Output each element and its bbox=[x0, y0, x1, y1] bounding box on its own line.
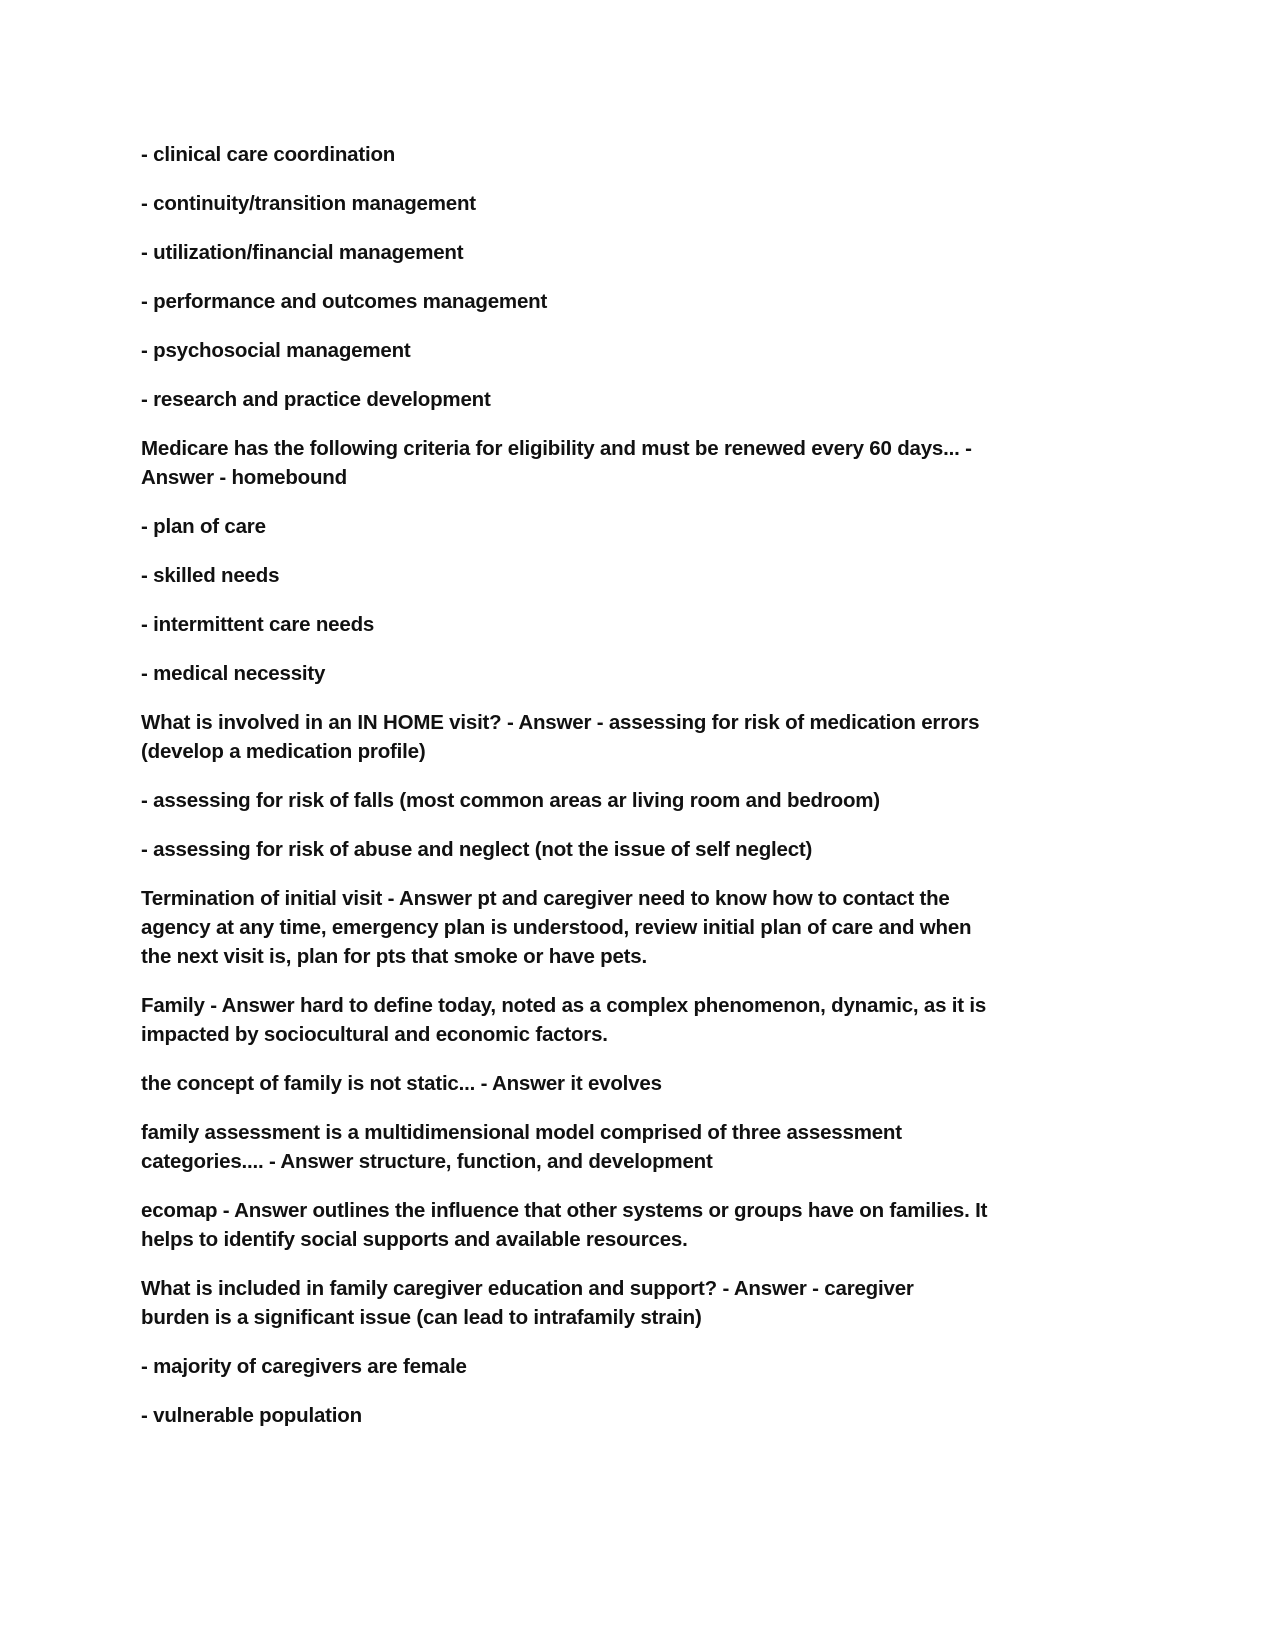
text-line: burden is a significant issue (can lead to intrafamily strain) bbox=[141, 1306, 702, 1329]
paragraph bbox=[141, 835, 1141, 864]
paragraph bbox=[141, 610, 1141, 639]
text-line: Family - Answer hard to define today, noted as a complex phenomenon, dynamic, as it is bbox=[141, 994, 987, 1017]
text-line: - utilization/financial management bbox=[141, 241, 464, 264]
paragraph bbox=[141, 385, 1141, 414]
text-line: impacted by sociocultural and economic factors. bbox=[141, 1023, 608, 1046]
text-line: Medicare has the following criteria for eligibility and must be renewed every 60 days... - bbox=[141, 437, 972, 460]
paragraph bbox=[141, 1401, 1141, 1430]
text-line: family assessment is a multidimensional model comprised of three assessment bbox=[141, 1121, 902, 1144]
text-line: What is included in family caregiver education and support? - Answer - caregiver bbox=[141, 1277, 914, 1300]
paragraph bbox=[141, 434, 1141, 492]
paragraph bbox=[141, 786, 1141, 815]
text-line: ecomap - Answer outlines the influence that other systems or groups have on families. It bbox=[141, 1199, 988, 1222]
text-line: - psychosocial management bbox=[141, 339, 411, 362]
paragraph bbox=[141, 884, 1141, 971]
paragraph bbox=[141, 991, 1141, 1049]
text-line: - continuity/transition management bbox=[141, 192, 476, 215]
text-line: Answer - homebound bbox=[141, 466, 347, 489]
text-line: - clinical care coordination bbox=[141, 143, 396, 166]
paragraph bbox=[141, 708, 1141, 766]
paragraph bbox=[141, 659, 1141, 688]
paragraph bbox=[141, 336, 1141, 365]
text-line: - plan of care bbox=[141, 515, 266, 538]
paragraph bbox=[141, 1118, 1141, 1176]
text-line: - medical necessity bbox=[141, 662, 326, 685]
text-line: - vulnerable population bbox=[141, 1404, 362, 1427]
paragraph bbox=[141, 1352, 1141, 1381]
text-line: What is involved in an IN HOME visit? - Answer - assessing for risk of medication errors bbox=[141, 711, 980, 734]
text-line: categories.... - Answer structure, function, and development bbox=[141, 1150, 713, 1173]
paragraph bbox=[141, 561, 1141, 590]
text-line: helps to identify social supports and available resources. bbox=[141, 1228, 688, 1251]
text-line: - performance and outcomes management bbox=[141, 290, 548, 313]
paragraph bbox=[141, 1069, 1141, 1098]
text-line: - majority of caregivers are female bbox=[141, 1355, 467, 1378]
paragraph bbox=[141, 1274, 1141, 1332]
document-body bbox=[141, 140, 1141, 1450]
paragraph bbox=[141, 189, 1141, 218]
text-line: Termination of initial visit - Answer pt and caregiver need to know how to contact the bbox=[141, 887, 950, 910]
text-line: - skilled needs bbox=[141, 564, 280, 587]
text-line: - intermittent care needs bbox=[141, 613, 375, 636]
text-line: the concept of family is not static... - Answer it evolves bbox=[141, 1072, 662, 1095]
paragraph bbox=[141, 238, 1141, 267]
text-line: - assessing for risk of abuse and neglect (not the issue of self neglect) bbox=[141, 838, 813, 861]
text-line: the next visit is, plan for pts that smoke or have pets. bbox=[141, 945, 647, 968]
text-line: agency at any time, emergency plan is understood, review initial plan of care and when bbox=[141, 916, 972, 939]
paragraph bbox=[141, 1196, 1141, 1254]
text-line: - assessing for risk of falls (most common areas ar living room and bedroom) bbox=[141, 789, 880, 812]
paragraph bbox=[141, 512, 1141, 541]
paragraph bbox=[141, 287, 1141, 316]
paragraph bbox=[141, 140, 1141, 169]
text-line: (develop a medication profile) bbox=[141, 740, 426, 763]
text-line: - research and practice development bbox=[141, 388, 491, 411]
